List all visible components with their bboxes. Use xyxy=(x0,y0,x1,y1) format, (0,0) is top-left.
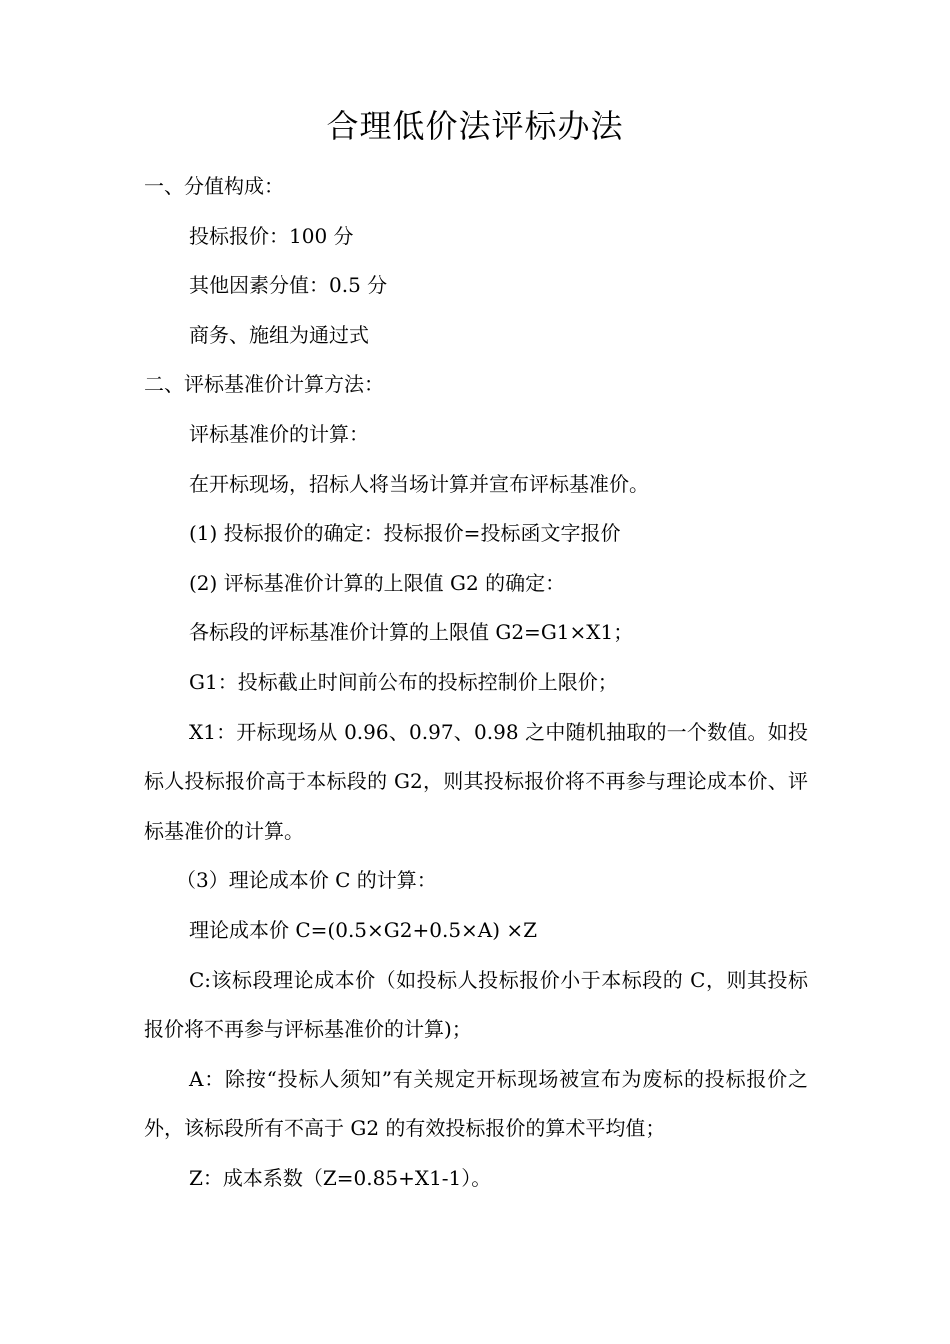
paragraph-c-definition: C:该标段理论成本价（如投标人投标报价小于本标段的 C，则其投标报价将不再参与评标基准价的计算)； xyxy=(144,967,808,1042)
paragraph-z-definition: Z：成本系数（Z=0.85+X1-1）。 xyxy=(189,1165,492,1190)
paragraph-x1-definition: X1：开标现场从 0.96、0.97、0.98 之中随机抽取的一个数值。如投标人投标报价高于本标段的 G2，则其投标报价将不再参与理论成本价、评标基准价的计算。 xyxy=(144,719,808,843)
document-body xyxy=(144,162,808,1203)
paragraph-onsite-announcement: 在开标现场，招标人将当场计算并宣布评标基准价。 xyxy=(189,471,649,496)
paragraph-benchmark-calculation: 评标基准价的计算： xyxy=(189,421,369,446)
paragraph-c-formula: 理论成本价 C=(0.5×G2+0.5×A) ×Z xyxy=(189,917,538,942)
paragraph-a-definition: A：除按“投标人须知”有关规定开标现场被宣布为废标的投标报价之外，该标段所有不高于 G2 的有效投标报价的算术平均值； xyxy=(144,1066,808,1141)
paragraph-bid-price-score: 投标报价：100 分 xyxy=(189,223,354,248)
section-heading-benchmark-method: 二、评标基准价计算方法： xyxy=(144,372,384,397)
paragraph-g2-formula: 各标段的评标基准价计算的上限值 G2=G1×X1； xyxy=(189,620,634,645)
paragraph-item-3-cost-price: （3）理论成本价 C 的计算： xyxy=(176,868,437,893)
paragraph-other-factors-score: 其他因素分值：0.5 分 xyxy=(189,273,388,298)
section-heading-score-composition: 一、分值构成： xyxy=(144,174,284,198)
paragraph-item-1-bid-price: (1) 投标报价的确定：投标报价=投标函文字报价 xyxy=(189,521,621,546)
paragraph-g1-definition: G1：投标截止时间前公布的投标控制价上限价； xyxy=(189,669,618,694)
paragraph-item-2-upper-limit: (2) 评标基准价计算的上限值 G2 的确定： xyxy=(189,570,566,595)
paragraph-pass-fail-items: 商务、施组为通过式 xyxy=(189,322,369,347)
document-title: 合理低价法评标办法 xyxy=(326,107,624,145)
